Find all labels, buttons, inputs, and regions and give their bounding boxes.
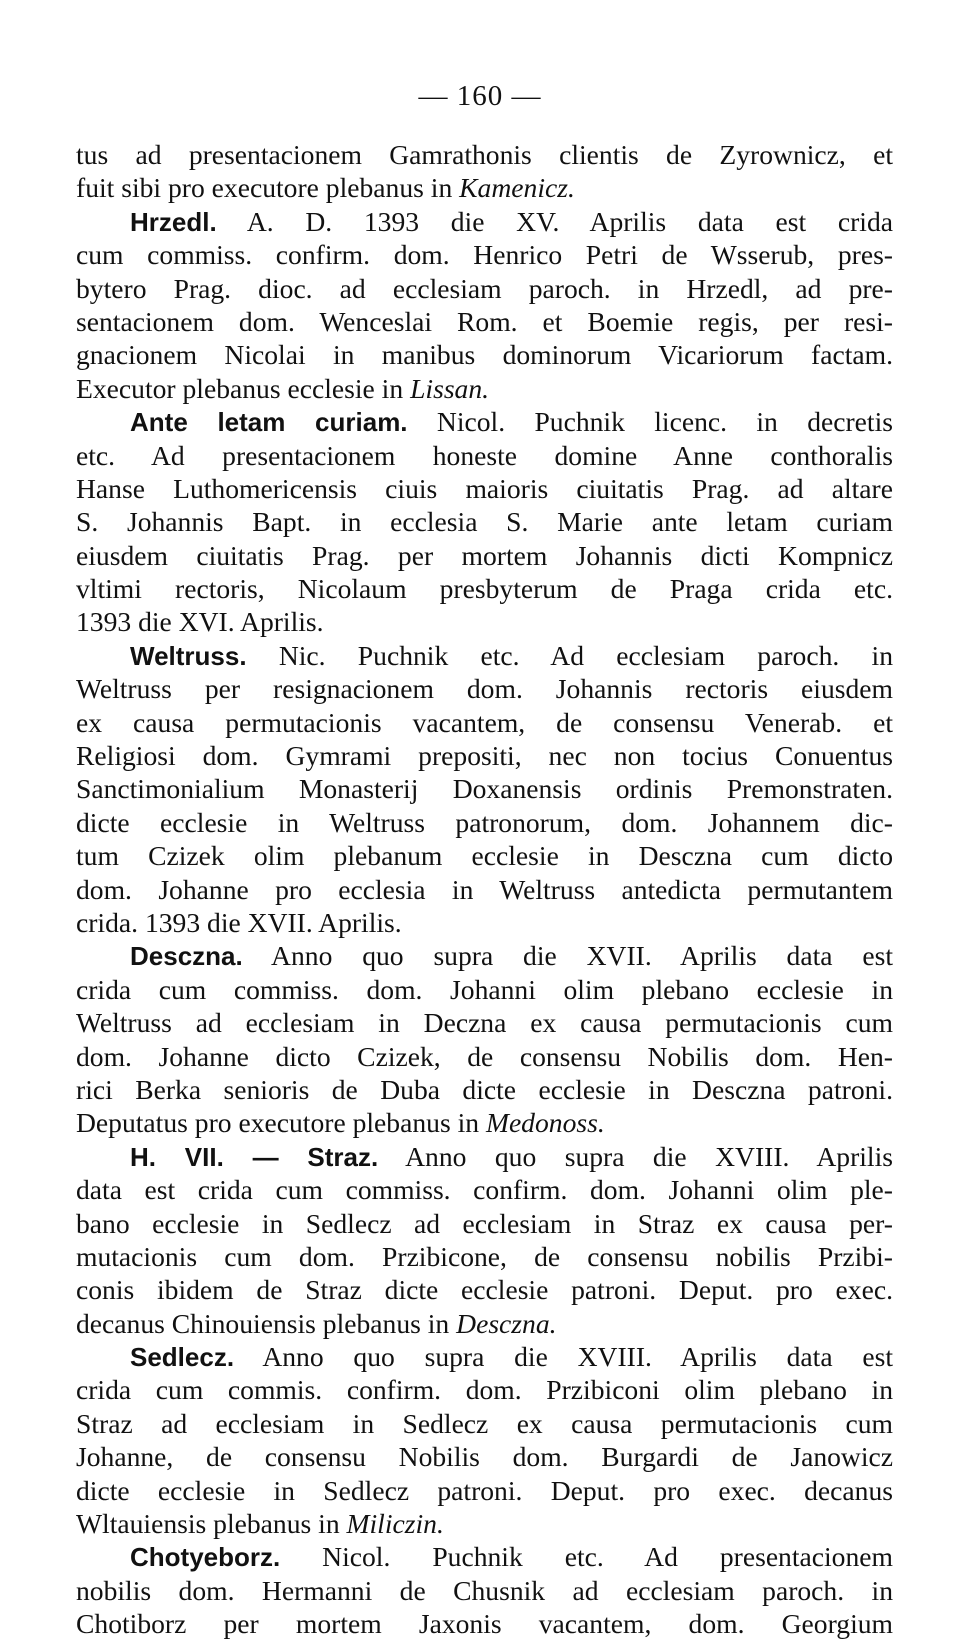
- text-line: [76, 338, 893, 371]
- text-line: [76, 839, 893, 872]
- text-line: [76, 1240, 893, 1273]
- text-run: decanus Chinouiensis plebanus in: [76, 1307, 457, 1339]
- text-run: dicte ecclesie in Weltruss patronorum, dom. Johannem dic-: [76, 806, 893, 838]
- text-line: [76, 1540, 893, 1573]
- place-name: Miliczin.: [346, 1508, 444, 1540]
- text-line: [76, 906, 893, 939]
- text-run: Religiosi dom. Gymrami prepositi, nec non tocius Conuentus: [76, 740, 893, 772]
- entry-heading: H. VII. —: [130, 1141, 308, 1172]
- text-line: [76, 873, 893, 906]
- body-text: [76, 138, 893, 1641]
- text-line: [76, 1574, 893, 1607]
- text-run: Johanne, de consensu Nobilis dom. Burgardi de Janowicz: [76, 1441, 893, 1473]
- text-run: fuit sibi pro executore plebanus in: [76, 172, 460, 204]
- entry-heading: Desczna.: [130, 941, 243, 972]
- text-line: [76, 272, 893, 305]
- entry-heading: Straz.: [307, 1141, 379, 1172]
- entry-heading: Chotyeborz.: [130, 1542, 281, 1573]
- text-line: [76, 672, 893, 705]
- text-run: Deputatus pro executore plebanus in: [76, 1107, 486, 1139]
- place-name: Lissan.: [410, 372, 490, 404]
- text-line: [76, 1440, 893, 1473]
- text-line: [76, 1140, 893, 1173]
- text-line: [76, 1207, 893, 1240]
- text-line: [76, 539, 893, 572]
- text-line: [76, 1474, 893, 1507]
- text-run: Hanse Luthomericensis ciuis maioris ciuitatis Prag. ad altare: [76, 472, 893, 504]
- text-run: bano ecclesie in Sedlecz ad ecclesiam in Straz ex causa per-: [76, 1207, 893, 1239]
- entry-heading: Sedlecz.: [130, 1342, 235, 1373]
- text-line: [76, 572, 893, 605]
- text-line: [76, 439, 893, 472]
- text-line: [76, 1040, 893, 1073]
- text-line: [76, 1106, 893, 1139]
- text-run: gnacionem Nicolai in manibus dominorum Vicariorum factam.: [76, 339, 893, 371]
- text-run: dicte ecclesie in Sedlecz patroni. Deput. pro exec. decanus: [76, 1474, 893, 1506]
- text-run: Sanctimonialium Monasterij Doxanensis ordinis Premonstraten.: [76, 773, 893, 805]
- text-line: [76, 973, 893, 1006]
- text-run: nobilis dom. Hermanni de Chusnik ad ecclesiam paroch. in: [76, 1574, 893, 1606]
- place-name: Kamenicz.: [459, 172, 575, 204]
- text-run: Straz ad ecclesiam in Sedlecz ex causa permutacionis cum: [76, 1407, 893, 1439]
- text-run: Executor plebanus ecclesie in: [76, 372, 411, 404]
- text-line: [76, 605, 893, 638]
- text-line: [76, 706, 893, 739]
- text-run: A. D. 1393 die XV. Aprilis data est crida: [216, 205, 893, 237]
- text-line: [76, 1307, 893, 1340]
- text-run: conis ibidem de Straz dicte ecclesie patroni. Deput. pro exec.: [76, 1274, 893, 1306]
- text-run: tum Czizek olim plebanum ecclesie in Desczna cum dicto: [76, 840, 893, 872]
- text-run: Anno quo supra die XVIII. Aprilis: [378, 1140, 893, 1172]
- entry-heading: Hrzedl.: [130, 206, 217, 237]
- text-line: [76, 1407, 893, 1440]
- text-line: [76, 138, 893, 171]
- text-line: [76, 639, 893, 672]
- text-run: mutacionis cum dom. Przibicone, de consensu nobilis Przibi-: [76, 1240, 893, 1272]
- text-line: [76, 739, 893, 772]
- text-run: eiusdem ciuitatis Prag. per mortem Johannis dicti Kompnicz: [76, 539, 893, 571]
- text-run: rici Berka senioris de Duba dicte ecclesie in Desczna patroni.: [76, 1073, 893, 1105]
- text-line: [76, 939, 893, 972]
- text-run: Weltruss ad ecclesiam in Deczna ex causa permutacionis cum: [76, 1007, 893, 1039]
- text-run: crida cum commiss. dom. Johanni olim plebano ecclesie in: [76, 973, 893, 1005]
- text-line: [76, 1340, 893, 1373]
- text-run: cum commiss. confirm. dom. Henrico Petri de Wsserub, pres-: [76, 239, 893, 271]
- place-name: Medonoss.: [485, 1107, 605, 1139]
- text-run: Chotiborz per mortem Jaxonis vacantem, dom. Georgium: [76, 1608, 893, 1640]
- entry-heading: Weltruss.: [130, 640, 247, 671]
- text-run: Nicol. Puchnik etc. Ad presentacionem: [280, 1541, 893, 1573]
- text-run: S. Johannis Bapt. in ecclesia S. Marie ante letam curiam: [76, 506, 893, 538]
- text-run: etc. Ad presentacionem honeste domine Anne conthoralis: [76, 439, 893, 471]
- text-run: dom. Johanne dicto Czizek, de consensu Nobilis dom. Hen-: [76, 1040, 893, 1072]
- text-run: dom. Johanne pro ecclesia in Weltruss antedicta permutantem: [76, 873, 893, 905]
- text-line: [76, 1173, 893, 1206]
- text-run: 1393 die XVI. Aprilis.: [76, 606, 324, 638]
- text-run: vltimi rectoris, Nicolaum presbyterum de Praga crida etc.: [76, 573, 893, 605]
- text-line: [76, 1507, 893, 1540]
- text-line: [76, 372, 893, 405]
- text-run: crida. 1393 die XVII. Aprilis.: [76, 906, 402, 938]
- text-run: Wltauiensis plebanus in: [76, 1508, 347, 1540]
- page-number: — 160 —: [418, 80, 542, 112]
- text-line: [76, 1273, 893, 1306]
- text-line: [76, 505, 893, 538]
- text-run: data est crida cum commiss. confirm. dom. Johanni olim ple-: [76, 1174, 893, 1206]
- text-run: Anno quo supra die XVII. Aprilis data est: [242, 940, 893, 972]
- text-run: Nicol. Puchnik licenc. in decretis: [407, 406, 893, 438]
- text-line: [76, 405, 893, 438]
- entry-heading: Ante letam curiam.: [130, 407, 408, 438]
- text-run: Anno quo supra die XVIII. Aprilis data est: [234, 1341, 893, 1373]
- text-line: [76, 305, 893, 338]
- text-line: [76, 1073, 893, 1106]
- text-line: [76, 1373, 893, 1406]
- text-line: [76, 1006, 893, 1039]
- place-name: Desczna.: [456, 1307, 557, 1339]
- text-run: ex causa permutacionis vacantem, de consensu Venerab. et: [76, 706, 893, 738]
- text-line: [76, 171, 893, 204]
- text-line: [76, 806, 893, 839]
- text-line: [76, 205, 893, 238]
- text-line: [76, 772, 893, 805]
- text-run: tus ad presentacionem Gamrathonis clientis de Zyrownicz, et: [76, 139, 893, 170]
- text-run: bytero Prag. dioc. ad ecclesiam paroch. in Hrzedl, ad pre-: [76, 272, 893, 304]
- text-run: sentacionem dom. Wenceslai Rom. et Boemie regis, per resi-: [76, 305, 893, 337]
- text-run: crida cum commis. confirm. dom. Przibiconi olim plebano in: [76, 1374, 893, 1406]
- text-run: Weltruss per resignacionem dom. Johannis rectoris eiusdem: [76, 673, 893, 705]
- text-line: [76, 1607, 893, 1640]
- text-line: [76, 472, 893, 505]
- text-line: [76, 238, 893, 271]
- text-run: Nic. Puchnik etc. Ad ecclesiam paroch. in: [246, 639, 893, 671]
